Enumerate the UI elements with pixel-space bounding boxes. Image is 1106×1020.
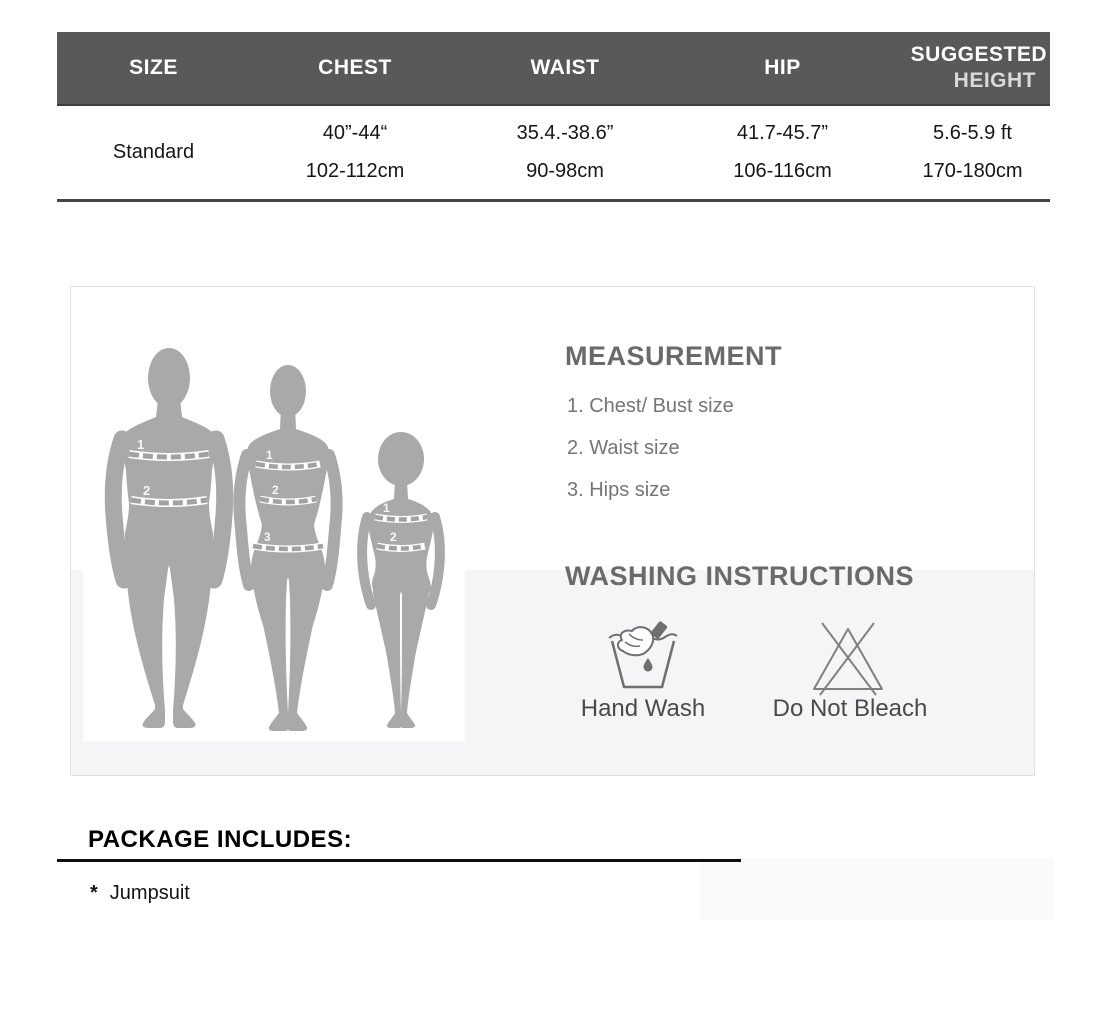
cell-size: Standard (112, 141, 195, 163)
woman-silhouette (239, 365, 336, 731)
man-waist-band-number: 2 (143, 483, 151, 498)
header-suggested-line2: HEIGHT (953, 69, 1036, 92)
cell-waist (460, 106, 670, 199)
package-item-jumpsuit (90, 882, 190, 905)
hip-cm: 106-116cm (733, 159, 832, 182)
header-suggested-height (895, 32, 1050, 104)
height-ft: 5.6-5.9 ft (933, 122, 1012, 145)
hip-inches: 41.7-45.7” (736, 122, 829, 145)
do-not-bleach-label: Do Not Bleach (772, 695, 928, 722)
woman-hips-band-number: 3 (264, 530, 271, 544)
package-title-underline (57, 859, 741, 862)
size-chart-data-row (57, 106, 1050, 202)
hand-wash-label: Hand Wash (580, 695, 706, 722)
measurement-item-chest: 1. Chest/ Bust size (567, 395, 734, 417)
woman-waist-band-number: 2 (272, 483, 279, 497)
size-chart-header-row (57, 32, 1050, 106)
cell-chest (250, 106, 460, 199)
header-chest: CHEST (318, 56, 392, 79)
header-suggested-line1: SUGGESTED (910, 43, 1047, 67)
do-not-bleach-icon (805, 617, 891, 704)
body-silhouettes-illustration (81, 337, 471, 749)
header-waist: WAIST (530, 56, 600, 79)
cell-height (895, 106, 1050, 199)
chest-cm: 102-112cm (305, 159, 405, 182)
measurement-panel (70, 286, 1035, 776)
child-waist-band-number: 2 (390, 530, 397, 544)
package-includes-title: PACKAGE INCLUDES: (88, 826, 353, 853)
measurement-item-waist: 2. Waist size (567, 437, 680, 459)
child-chest-band-number: 1 (383, 501, 390, 515)
cell-hip (670, 106, 895, 199)
woman-chest-band-number: 1 (266, 448, 273, 462)
package-background-tint (700, 858, 1054, 920)
man-chest-band-number: 1 (137, 437, 145, 452)
hand-wash-icon (607, 621, 679, 704)
package-item-bullet: * (90, 882, 98, 904)
header-hip: HIP (764, 56, 801, 79)
height-cm: 170-180cm (922, 159, 1023, 182)
man-silhouette (113, 348, 224, 728)
child-silhouette (362, 432, 440, 728)
waist-cm: 90-98cm (526, 159, 604, 182)
measurement-item-hips: 3. Hips size (567, 479, 671, 501)
package-item-label: Jumpsuit (109, 882, 190, 904)
header-size: SIZE (129, 56, 178, 79)
measurement-title: MEASUREMENT (565, 341, 783, 371)
chest-inches: 40”-44“ (322, 122, 388, 145)
waist-inches: 35.4.-38.6” (516, 122, 614, 145)
washing-instructions-title: WASHING INSTRUCTIONS (565, 561, 915, 591)
